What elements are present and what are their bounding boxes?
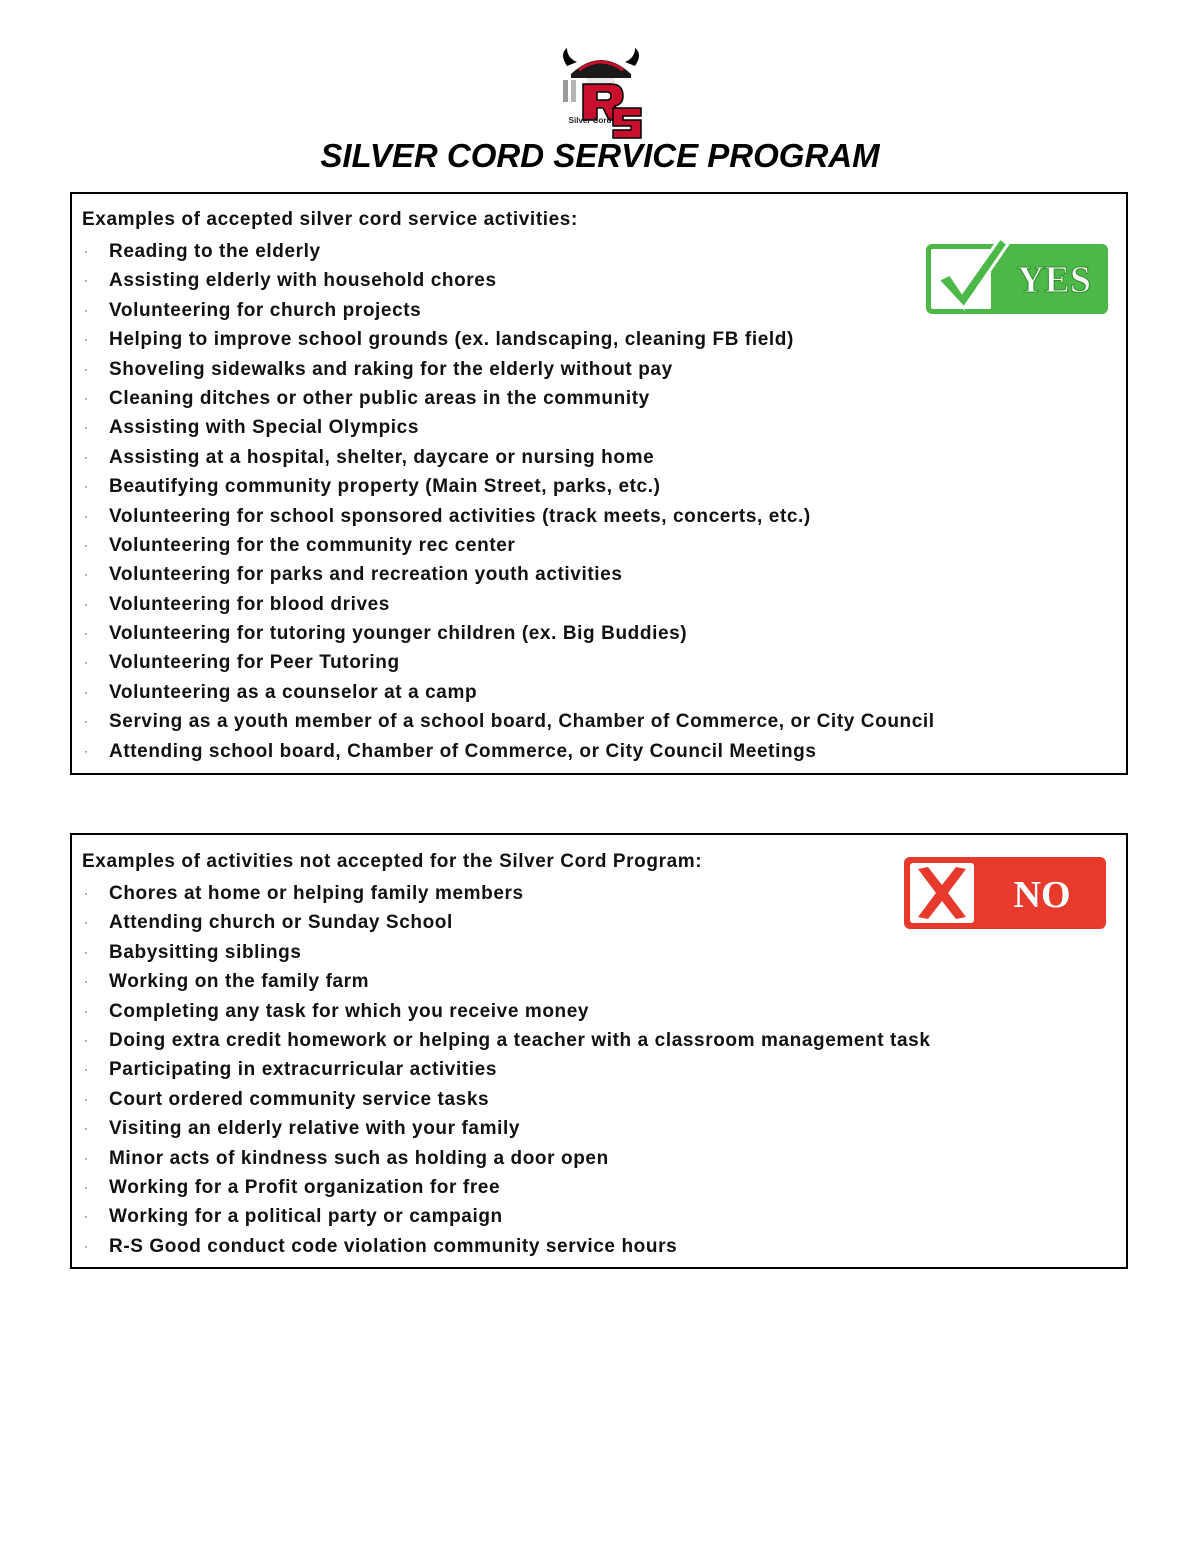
list-item bbox=[82, 1085, 931, 1114]
not-accepted-activities-list bbox=[82, 879, 931, 1261]
bullet-icon: · bbox=[84, 1238, 89, 1253]
list-item-text: Volunteering for church projects bbox=[109, 299, 422, 321]
not-accepted-activities-box bbox=[70, 833, 1128, 1269]
list-item bbox=[82, 266, 935, 295]
bullet-icon: · bbox=[84, 915, 89, 930]
bullet-icon: · bbox=[84, 1003, 89, 1018]
list-item-text: Attending church or Sunday School bbox=[109, 912, 453, 934]
bullet-icon: · bbox=[84, 1032, 89, 1047]
list-item-text: Chores at home or helping family members bbox=[109, 883, 524, 904]
list-item bbox=[82, 997, 931, 1026]
bullet-icon: · bbox=[84, 743, 89, 758]
bullet-icon: · bbox=[84, 626, 89, 641]
list-item bbox=[82, 237, 935, 266]
bullet-icon: · bbox=[84, 1179, 89, 1194]
bullet-icon: · bbox=[84, 244, 89, 258]
list-item-text: Court ordered community service tasks bbox=[109, 1088, 490, 1110]
list-item-text: Volunteering as a counselor at a camp bbox=[109, 681, 478, 703]
list-item bbox=[82, 1055, 931, 1084]
list-item bbox=[82, 1232, 931, 1261]
list-item-text: Babysitting siblings bbox=[109, 941, 302, 963]
list-item bbox=[82, 879, 931, 908]
bullet-icon: · bbox=[84, 390, 89, 405]
bullet-icon: · bbox=[84, 1121, 89, 1136]
list-item bbox=[82, 1202, 931, 1231]
list-item bbox=[82, 1144, 931, 1173]
bullet-icon: · bbox=[84, 273, 89, 288]
bullet-icon: · bbox=[84, 1209, 89, 1224]
list-item bbox=[82, 737, 935, 766]
bullet-icon: · bbox=[84, 449, 89, 464]
bullet-icon: · bbox=[84, 420, 89, 435]
list-item bbox=[82, 443, 935, 472]
bullet-icon: · bbox=[84, 302, 89, 317]
bullet-icon: · bbox=[84, 974, 89, 989]
bullet-icon: · bbox=[84, 1062, 89, 1077]
list-item bbox=[82, 355, 935, 384]
accepted-activities-list bbox=[82, 237, 935, 766]
list-item-text: Minor acts of kindness such as holding a door open bbox=[109, 1147, 609, 1169]
list-item bbox=[82, 531, 935, 560]
list-item-text: Participating in extracurricular activities bbox=[109, 1059, 497, 1081]
accepted-activities-heading: Examples of accepted silver cord service activities: bbox=[82, 209, 578, 230]
bullet-icon: · bbox=[84, 655, 89, 670]
bullet-icon: · bbox=[84, 714, 89, 729]
list-item-text: Volunteering for parks and recreation youth activities bbox=[109, 564, 623, 586]
list-item bbox=[82, 967, 931, 996]
page-title: SILVER CORD SERVICE PROGRAM bbox=[320, 137, 880, 174]
list-item-text: Completing any task for which you receive money bbox=[109, 1000, 590, 1022]
logo-caption: Silver Cord bbox=[568, 116, 612, 125]
list-item-text: Volunteering for the community rec center bbox=[109, 534, 516, 556]
no-badge bbox=[902, 855, 1108, 931]
list-item-text: Assisting with Special Olympics bbox=[109, 417, 420, 439]
yes-badge-label: YES bbox=[1017, 259, 1091, 301]
list-item bbox=[82, 502, 935, 531]
list-item-text: Assisting elderly with household chores bbox=[109, 270, 497, 292]
bullet-icon: · bbox=[84, 361, 89, 376]
list-item-text: Doing extra credit homework or helping a teacher with a classroom management task bbox=[109, 1029, 931, 1051]
no-badge-label: NO bbox=[1013, 874, 1071, 916]
list-item-text: Working on the family farm bbox=[109, 971, 370, 993]
list-item-text: Helping to improve school grounds (ex. landscaping, cleaning FB field) bbox=[109, 329, 794, 351]
bullet-icon: · bbox=[84, 537, 89, 552]
bullet-icon: · bbox=[84, 567, 89, 582]
not-accepted-activities-heading: Examples of activities not accepted for the Silver Cord Program: bbox=[82, 851, 703, 872]
list-item-text: Working for a political party or campaign bbox=[109, 1206, 503, 1228]
list-item bbox=[82, 1114, 931, 1143]
bullet-icon: · bbox=[84, 684, 89, 699]
list-item bbox=[82, 678, 935, 707]
list-item-text: Visiting an elderly relative with your family bbox=[109, 1118, 520, 1140]
list-item-text: Volunteering for blood drives bbox=[109, 593, 390, 615]
list-item bbox=[82, 938, 931, 967]
list-item bbox=[82, 648, 935, 677]
bullet-icon: · bbox=[84, 1091, 89, 1106]
list-item-text: Volunteering for Peer Tutoring bbox=[109, 652, 400, 674]
list-item bbox=[82, 296, 935, 325]
list-item-text: Volunteering for school sponsored activities (track meets, concerts, etc.) bbox=[109, 505, 811, 527]
list-item-text: Attending school board, Chamber of Commerce, or City Council Meetings bbox=[109, 740, 817, 762]
list-item-text: R-S Good conduct code violation community service hours bbox=[109, 1235, 678, 1257]
accepted-activities-box bbox=[70, 192, 1128, 775]
bullet-icon: · bbox=[84, 508, 89, 523]
list-item bbox=[82, 1173, 931, 1202]
bullet-icon: · bbox=[84, 886, 89, 900]
bullet-icon: · bbox=[84, 596, 89, 611]
list-item bbox=[82, 560, 935, 589]
list-item bbox=[82, 384, 935, 413]
list-item-text: Beautifying community property (Main Street, parks, etc.) bbox=[109, 476, 661, 498]
list-item bbox=[82, 325, 935, 354]
list-item-text: Reading to the elderly bbox=[109, 241, 321, 262]
list-item bbox=[82, 472, 935, 501]
list-item-text: Cleaning ditches or other public areas in the community bbox=[109, 387, 650, 409]
list-item bbox=[82, 908, 931, 937]
bullet-icon: · bbox=[84, 944, 89, 959]
list-item bbox=[82, 707, 935, 736]
list-item-text: Volunteering for tutoring younger children (ex. Big Buddies) bbox=[109, 623, 688, 645]
yes-badge bbox=[922, 234, 1110, 316]
bullet-icon: · bbox=[84, 479, 89, 494]
bullet-icon: · bbox=[84, 332, 89, 347]
list-item-text: Assisting at a hospital, shelter, daycare or nursing home bbox=[109, 446, 655, 468]
viking-helmet-rs-logo-icon bbox=[553, 44, 649, 140]
list-item-text: Shoveling sidewalks and raking for the elderly without pay bbox=[109, 358, 673, 380]
list-item bbox=[82, 1026, 931, 1055]
list-item bbox=[82, 413, 935, 442]
list-item bbox=[82, 590, 935, 619]
bullet-icon: · bbox=[84, 1150, 89, 1165]
list-item-text: Working for a Profit organization for free bbox=[109, 1176, 501, 1198]
list-item bbox=[82, 619, 935, 648]
list-item-text: Serving as a youth member of a school board, Chamber of Commerce, or City Council bbox=[109, 711, 935, 733]
